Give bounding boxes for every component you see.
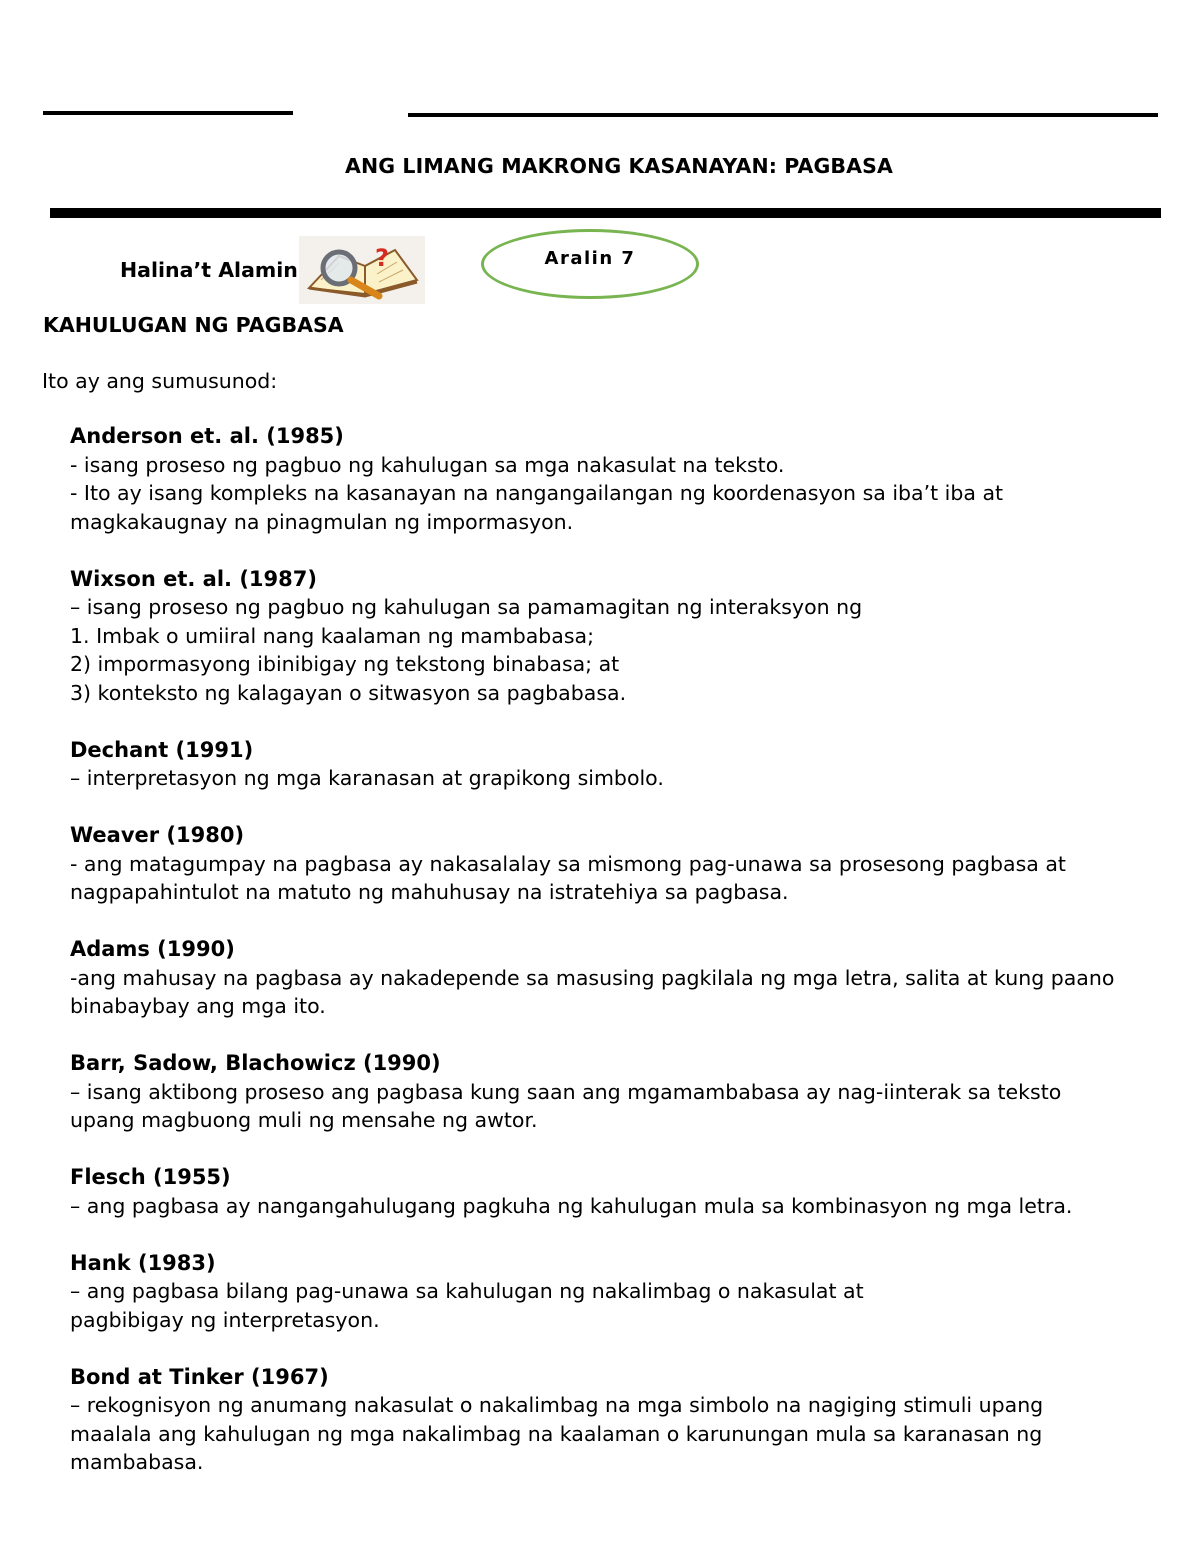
definition-line: -ang mahusay na pagbasa ay nakadepende sa masusing pagkilala ng mga letra, salita at kung paano [70,965,1115,990]
intro-text: Ito ay ang sumusunod: [42,369,278,393]
definition-author: Adams (1990) [70,937,235,961]
top-rule-left [43,111,293,115]
definition-line: - isang proseso ng pagbuo ng kahulugan sa mga nakasulat na teksto. [70,452,785,477]
definition-entry [70,821,1150,907]
definition-entry [70,1049,1150,1135]
definition-line: – rekognisyon ng anumang nakasulat o nakalimbag na mga simbolo na nagiging stimuli upang [70,1393,1044,1417]
definitions-list [70,422,1150,1505]
definition-author: Weaver (1980) [70,823,245,847]
halina-label: Halina’t Alamin [120,258,298,282]
definition-line: 2) impormasyong ibinibigay ng tekstong binabasa; at [70,652,620,676]
definition-entry [70,422,1150,536]
definition-line: – isang proseso ng pagbuo ng kahulugan sa pamamagitan ng interaksyon ng [70,595,863,619]
book-magnifier-icon [299,236,425,304]
title-divider [50,208,1161,218]
definition-author: Anderson et. al. (1985) [70,424,344,448]
definition-line: 1. Imbak o umiiral nang kaalaman ng mambabasa; [70,623,595,648]
definition-line: - ang matagumpay na pagbasa ay nakasalalay sa mismong pag-unawa sa prosesong pagbasa at [70,851,1066,876]
definition-author: Barr, Sadow, Blachowicz (1990) [70,1051,441,1075]
definition-author: Bond at Tinker (1967) [70,1364,329,1389]
aralin-badge [481,229,699,299]
top-rule-right [408,113,1158,117]
aralin-label: Aralin 7 [544,248,636,269]
definition-line: – isang aktibong proseso ang pagbasa kung saan ang mgamambabasa ay nag-iinterak sa teksto [70,1079,1062,1104]
definition-entry [70,1163,1150,1220]
definition-line: 3) konteksto ng kalagayan o sitwasyon sa pagbabasa. [70,680,627,705]
definition-line: magkakaugnay na pinagmulan ng impormasyon. [70,509,574,534]
definition-author: Dechant (1991) [70,737,254,762]
definition-author: Hank (1983) [70,1250,216,1275]
definition-entry [70,1249,1150,1335]
section-heading: KAHULUGAN NG PAGBASA [43,313,344,337]
svg-text:?: ? [375,244,389,272]
definition-entry [70,565,1150,708]
definition-line: upang magbuong muli ng mensahe ng awtor. [70,1108,538,1132]
definition-entry [70,736,1150,793]
definition-line: - Ito ay isang kompleks na kasanayan na nangangailangan ng koordenasyon sa iba’t iba at [70,481,1004,505]
page-title: ANG LIMANG MAKRONG KASANAYAN: PAGBASA [345,154,893,178]
definition-line: nagpapahintulot na matuto ng mahuhusay na istratehiya sa pagbasa. [70,880,789,904]
definition-author: Flesch (1955) [70,1165,231,1189]
definition-entry [70,1363,1150,1477]
definition-line: mambabasa. [70,1450,204,1474]
definition-line: – interpretasyon ng mga karanasan at grapikong simbolo. [70,766,664,790]
definition-line: maalala ang kahulugan ng mga nakalimbag na kaalaman o karunungan mula sa karanasan ng [70,1421,1043,1446]
definition-entry [70,935,1150,1021]
definition-author: Wixson et. al. (1987) [70,566,317,591]
definition-line: pagbibigay ng interpretasyon. [70,1307,380,1332]
definition-line: binabaybay ang mga ito. [70,994,326,1018]
definition-line: – ang pagbasa bilang pag-unawa sa kahulugan ng nakalimbag o nakasulat at [70,1279,864,1303]
definition-line: – ang pagbasa ay nangangahulugang pagkuha ng kahulugan mula sa kombinasyon ng mga letra. [70,1193,1073,1218]
